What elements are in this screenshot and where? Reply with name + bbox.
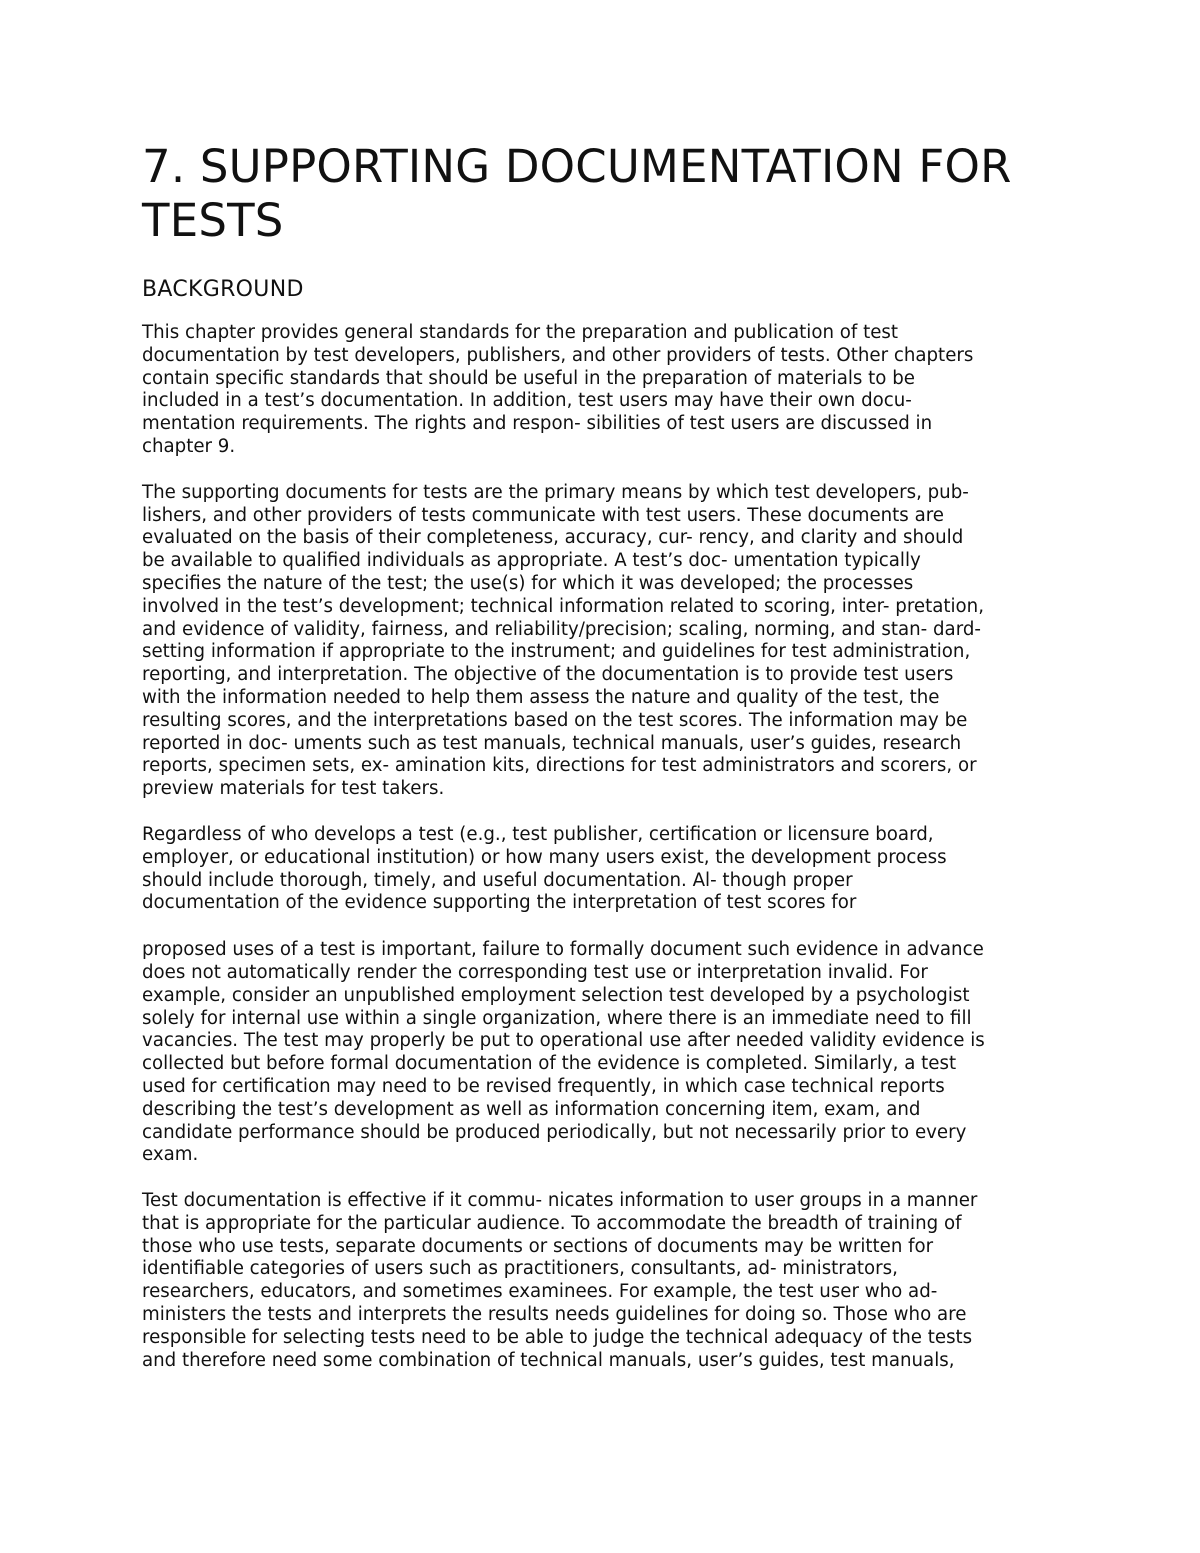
paragraph-line: Test documentation is effective if it commu- nicates information to user groups in a manner (142, 1190, 978, 1212)
paragraph-line: used for certification may need to be revised frequently, in which case technical reports (142, 1075, 945, 1097)
paragraph-line: reports, specimen sets, ex- amination kits, directions for test administrators and scorers, or (142, 755, 977, 777)
paragraph-line: Regardless of who develops a test (e.g., test publisher, certification or licensure board, (142, 823, 934, 845)
paragraph-line: setting information if appropriate to the instrument; and guidelines for test administration, (142, 641, 971, 663)
paragraph-line: resulting scores, and the interpretations based on the test scores. The information may be (142, 709, 968, 731)
paragraph-line: collected but before formal documentation of the evidence is completed. Similarly, a test (142, 1053, 957, 1075)
paragraph-line: employer, or educational institution) or how many users exist, the development process (142, 846, 947, 868)
paragraph-line: documentation by test developers, publishers, and other providers of tests. Other chapters (142, 344, 974, 366)
paragraph-line: that is appropriate for the particular audience. To accommodate the breadth of training of (142, 1212, 962, 1234)
chapter-title (142, 140, 1062, 248)
document-page (142, 140, 1062, 1372)
paragraph-line: mentation requirements. The rights and respon- sibilities of test users are discussed in (142, 413, 933, 435)
section-heading: BACKGROUND (142, 277, 304, 302)
paragraph-line: describing the test’s development as well as information concerning item, exam, and (142, 1098, 921, 1120)
paragraph-line: responsible for selecting tests need to be able to judge the technical adequacy of the tests (142, 1326, 973, 1348)
paragraph-line: proposed uses of a test is important, failure to formally document such evidence in advance (142, 939, 984, 961)
body-paragraph (142, 482, 1062, 801)
paragraph-line: documentation of the evidence supporting the interpretation of test scores for (142, 892, 857, 914)
paragraph-line: specifies the nature of the test; the use(s) for which it was developed; the processes (142, 572, 914, 594)
paragraph-line: candidate performance should be produced periodically, but not necessarily prior to every (142, 1121, 967, 1143)
paragraph-line: included in a test’s documentation. In addition, test users may have their own docu- (142, 390, 912, 412)
paragraph-line: preview materials for test takers. (142, 778, 445, 800)
paragraph-line: This chapter provides general standards for the preparation and publication of test (142, 322, 899, 343)
paragraph-line: vacancies. The test may properly be put to operational use after needed validity evidence is (142, 1030, 985, 1052)
paragraph-gap (142, 915, 1062, 939)
paragraph-line: researchers, educators, and sometimes examinees. For example, the test user who ad- (142, 1281, 938, 1303)
paragraph-line: ministers the tests and interprets the results needs guidelines for doing so. Those who are (142, 1304, 967, 1326)
body-paragraph (142, 322, 1062, 459)
paragraph-gap (142, 459, 1062, 482)
paragraph-gap (142, 801, 1062, 824)
chapter-title-line: TESTS (142, 194, 284, 247)
chapter-title-line: 7. SUPPORTING DOCUMENTATION FOR (142, 140, 1012, 193)
paragraph-gap (142, 1167, 1062, 1190)
paragraph-line: does not automatically render the corresponding test use or interpretation invalid. For (142, 961, 928, 983)
paragraph-line: lishers, and other providers of tests communicate with test users. These documents are (142, 504, 944, 526)
paragraph-line: be available to qualified individuals as appropriate. A test’s doc- umentation typically (142, 550, 921, 572)
paragraph-line: those who use tests, separate documents or sections of documents may be written for (142, 1235, 934, 1257)
paragraph-line: involved in the test’s development; technical information related to scoring, inter- pretation, (142, 595, 984, 617)
paragraph-line: reported in doc- uments such as test manuals, technical manuals, user’s guides, research (142, 732, 962, 754)
paragraph-line: chapter 9. (142, 435, 236, 457)
paragraph-line: with the information needed to help them assess the nature and quality of the test, the (142, 686, 940, 708)
body-text (142, 322, 1062, 1372)
body-paragraph (142, 939, 1062, 1167)
paragraph-line: identifiable categories of users such as practitioners, consultants, ad- ministrators, (142, 1258, 898, 1280)
paragraph-line: evaluated on the basis of their completeness, accuracy, cur- rency, and clarity and should (142, 527, 964, 549)
paragraph-line: The supporting documents for tests are the primary means by which test developers, pub- (142, 481, 969, 503)
paragraph-line: and evidence of validity, fairness, and reliability/precision; scaling, norming, and stan- dard- (142, 618, 981, 640)
paragraph-line: should include thorough, timely, and useful documentation. Al- though proper (142, 869, 853, 891)
paragraph-line: contain specific standards that should be useful in the preparation of materials to be (142, 367, 915, 389)
paragraph-line: exam. (142, 1144, 199, 1166)
paragraph-line: and therefore need some combination of technical manuals, user’s guides, test manuals, (142, 1349, 955, 1371)
paragraph-line: reporting, and interpretation. The objective of the documentation is to provide test users (142, 664, 954, 686)
body-paragraph (142, 824, 1062, 915)
paragraph-line: example, consider an unpublished employment selection test developed by a psychologist (142, 984, 970, 1006)
body-paragraph (142, 1190, 1062, 1372)
paragraph-line: solely for internal use within a single organization, where there is an immediate need to fill (142, 1007, 972, 1029)
